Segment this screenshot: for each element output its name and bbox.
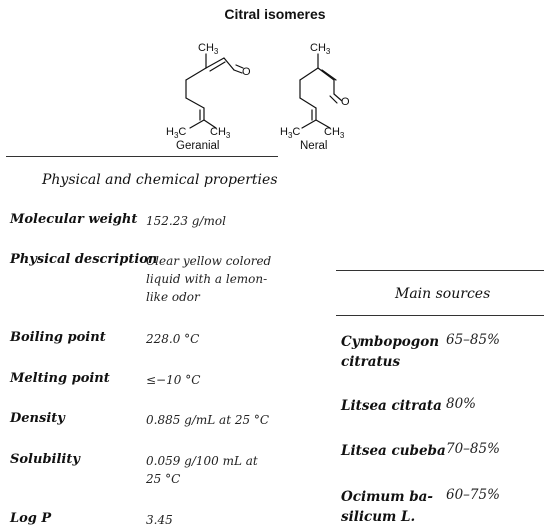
geranial-methyl-right: $CH_3$ [210, 126, 231, 141]
geranial-oxygen: O [242, 66, 251, 78]
value-physical-description: Clear yellow colored liquid with a lemon- like odor [146, 254, 272, 304]
value-melting-point: ≤−10 °C [146, 373, 201, 387]
neral-methyl-right: $CH_3$ [324, 126, 345, 141]
value-density: 0.885 g/mL at 25 °C [146, 413, 270, 427]
label-melting-point: Melting point [10, 371, 110, 386]
neral-name: Neral [300, 140, 328, 152]
label-solubility: Solubility [10, 452, 80, 467]
geranial-skeleton [186, 54, 243, 128]
neral-skeleton [300, 54, 342, 128]
geranial-methyl-top: $CH_3$ [198, 42, 219, 57]
properties-heading: Physical and chemical properties [42, 172, 278, 188]
label-boiling-point: Boiling point [10, 330, 106, 345]
source-name-litsea-citrata: Litsea citrata [341, 398, 442, 414]
source-name-litsea-cubeba: Litsea cubeba [341, 443, 446, 459]
label-physical-description: Physical description [10, 252, 158, 267]
label-log-p: Log P [10, 511, 52, 526]
properties-top-rule [6, 156, 278, 157]
value-molecular-weight: 152.23 g/mol [146, 214, 226, 228]
source-name-cymbopogon: Cymbopogon citratus [341, 334, 440, 370]
neral-methyl-top: $CH_3$ [310, 42, 331, 57]
neral-methyl-left: $H_3C$ [280, 126, 301, 141]
value-boiling-point: 228.0 °C [146, 332, 200, 346]
sources-heading-rule [336, 315, 544, 316]
source-value-litsea-cubeba: 70–85% [446, 441, 500, 457]
value-solubility: 0.059 g/100 mL at 25 °C [146, 454, 258, 486]
sources-heading: Main sources [395, 286, 491, 302]
figure-title: Citral isomeres [224, 6, 326, 22]
value-log-p: 3.45 [146, 513, 173, 527]
source-value-cymbopogon: 65–85% [446, 332, 500, 348]
source-name-ocimum: Ocimum ba- silicum L. [341, 489, 433, 525]
sources-top-rule [336, 270, 544, 271]
label-molecular-weight: Molecular weight [10, 212, 138, 227]
neral-oxygen: O [341, 96, 350, 108]
label-density: Density [10, 411, 65, 426]
citral-structures [0, 0, 550, 160]
geranial-methyl-left: $H_3C$ [166, 126, 187, 141]
geranial-name: Geranial [176, 140, 220, 152]
source-value-ocimum: 60–75% [446, 487, 500, 503]
source-value-litsea-citrata: 80% [446, 396, 477, 412]
